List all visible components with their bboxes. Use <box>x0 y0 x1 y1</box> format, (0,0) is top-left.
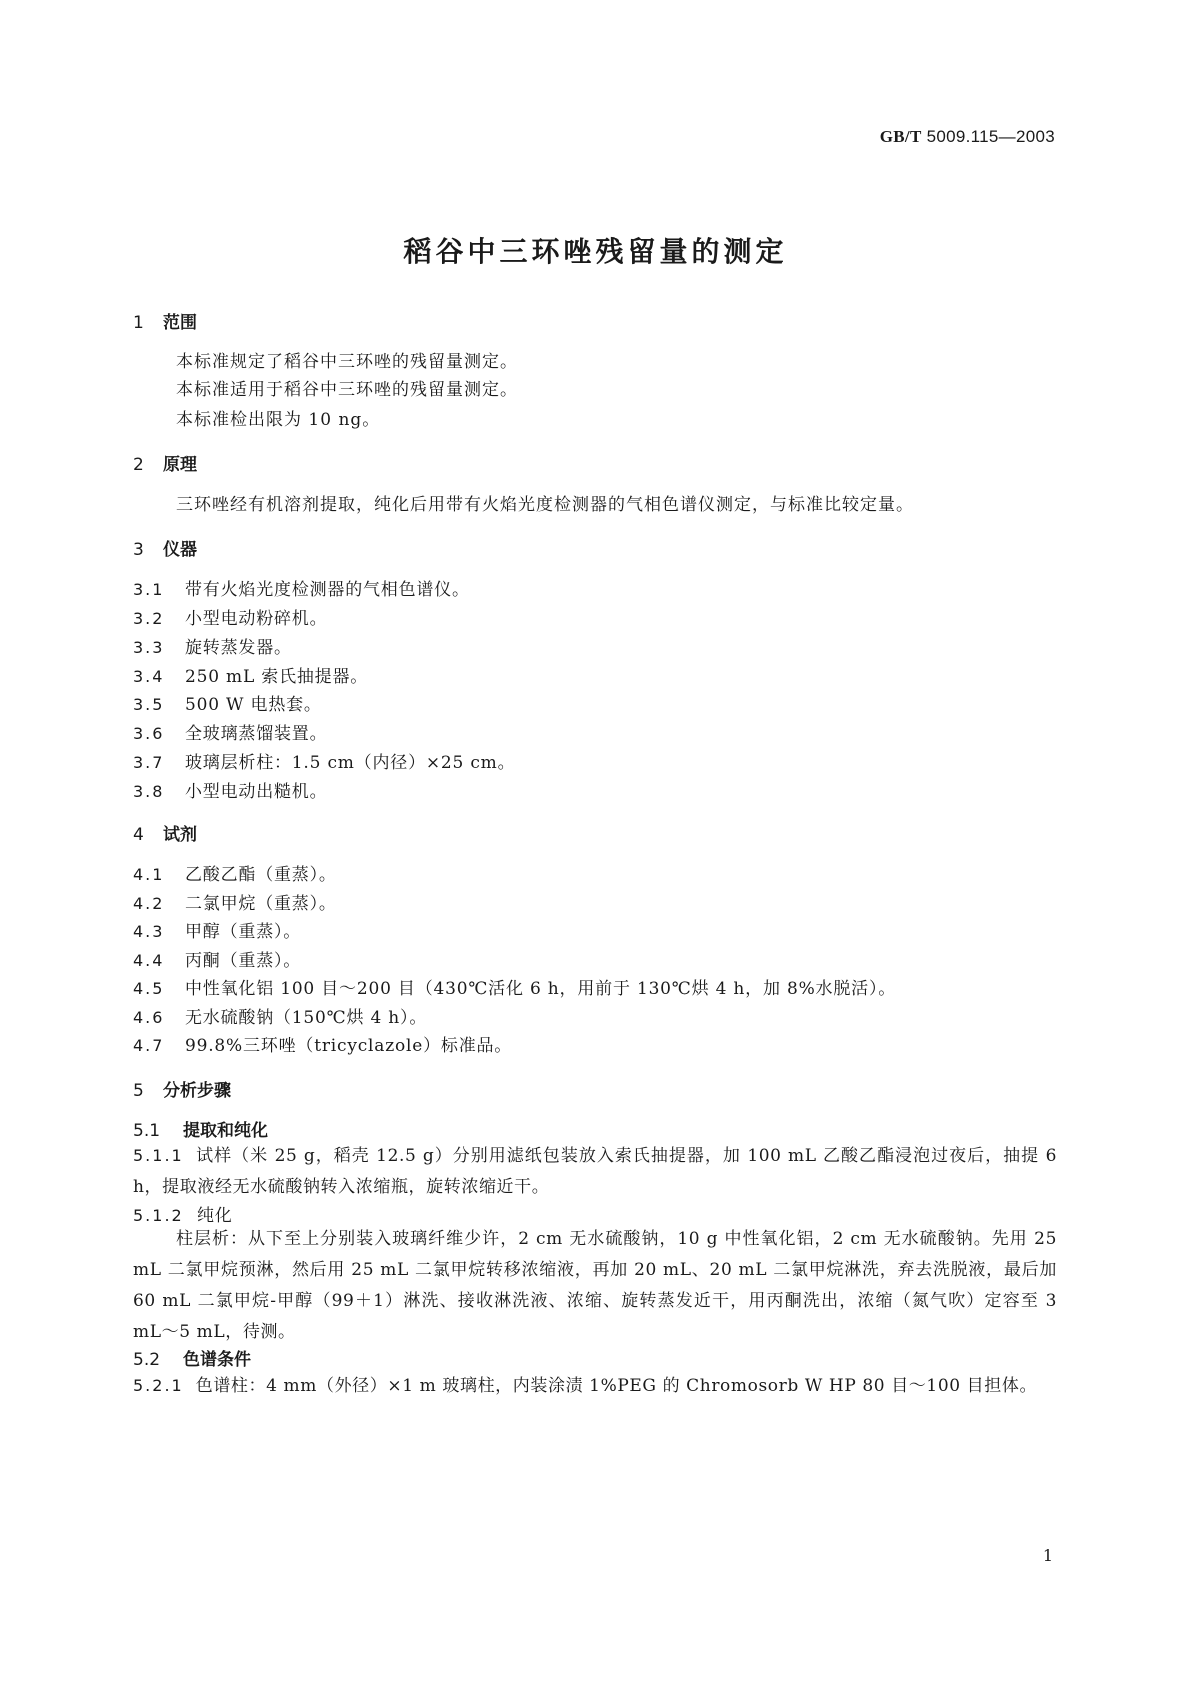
clause-number: 5.2.1 <box>133 1376 184 1395</box>
principle-paragraph: 三环唑经有机溶剂提取，纯化后用带有火焰光度检测器的气相色谱仪测定，与标准比较定量。 <box>176 495 914 515</box>
section-title: 原理 <box>163 455 197 475</box>
section-3-heading <box>133 535 197 560</box>
section-number: 2 <box>133 455 144 475</box>
reagent-item: 4.5 中性氧化铝 100 目～200 目（430℃活化 6 h，用前于 130℃烘 4 h，加 8%水脱活）。 <box>133 979 897 999</box>
apparatus-item: 3.2 小型电动粉碎机。 <box>133 609 328 629</box>
apparatus-item: 3.8 小型电动出糙机。 <box>133 782 328 802</box>
document-title: 稻谷中三环唑残留量的测定 <box>403 235 788 268</box>
apparatus-item: 3.5 500 W 电热套。 <box>133 695 322 715</box>
section-number: 4 <box>133 825 144 845</box>
reagent-item: 4.7 99.8%三环唑（tricyclazole）标准品。 <box>133 1036 513 1056</box>
reagent-item: 4.6 无水硫酸钠（150℃烘 4 h）。 <box>133 1008 428 1028</box>
reagent-item: 4.4 丙酮（重蒸）。 <box>133 951 302 971</box>
reagent-item: 4.1 乙酸乙酯（重蒸）。 <box>133 865 337 885</box>
apparatus-item: 3.3 旋转蒸发器。 <box>133 638 292 658</box>
section-2-heading <box>133 450 197 475</box>
standard-code: 5009.115—2003 <box>926 127 1055 146</box>
standard-number <box>880 127 1055 147</box>
section-title: 范围 <box>163 313 197 333</box>
clause-number: 5.1.1 <box>133 1146 184 1165</box>
section-title: 仪器 <box>163 540 197 560</box>
section-number: 3 <box>133 540 144 560</box>
scope-paragraph-1: 本标准规定了稻谷中三环唑的残留量测定。 <box>176 352 518 372</box>
clause-5-1-2-text: 柱层析：从下至上分别装入玻璃纤维少许，2 cm 无水硫酸钠，10 g 中性氧化铝，2 cm 无水硫酸钠。先用 25 mL 二氯甲烷预淋，然后用 25 mL 二氯甲烷转移浓缩液，再加 20 mL、20 mL 二氯甲烷淋洗，弃去洗脱液，最后加 60 mL 二氯甲烷-甲醇（99＋1）淋洗、接收淋洗液、浓缩、旋转蒸发近干，用丙酮洗出，浓缩（氮气吹）定容至 3 mL～5 mL，待测。 <box>133 1229 1057 1342</box>
scope-paragraph-3: 本标准检出限为 10 ng。 <box>176 410 381 430</box>
apparatus-item: 3.1 带有火焰光度检测器的气相色谱仪。 <box>133 580 470 600</box>
section-title: 提取和纯化 <box>183 1121 268 1141</box>
section-4-heading <box>133 820 197 845</box>
reagent-item: 4.2 二氯甲烷（重蒸）。 <box>133 894 337 914</box>
section-5-2-heading <box>133 1345 251 1370</box>
apparatus-item: 3.7 玻璃层析柱：1.5 cm（内径）×25 cm。 <box>133 753 516 773</box>
clause-text: 试样（米 25 g，稻壳 12.5 g）分别用滤纸包装放入索氏抽提器，加 100 mL 乙酸乙酯浸泡过夜后，抽提 6 h，提取液经无水硫酸钠转入浓缩瓶，旋转浓缩近干。 <box>133 1146 1057 1197</box>
clause-text: 色谱柱：4 mm（外径）×1 m 玻璃柱，内装涂渍 1%PEG 的 Chromosorb W HP 80 目～100 目担体。 <box>195 1376 1038 1396</box>
section-title: 色谱条件 <box>183 1350 251 1370</box>
clause-5-1-2-heading: 5.1.2 纯化 <box>133 1206 233 1226</box>
section-number: 1 <box>133 313 144 333</box>
clause-5-1-1 <box>133 1140 1057 1203</box>
section-number: 5 <box>133 1081 144 1101</box>
apparatus-item: 3.6 全玻璃蒸馏装置。 <box>133 724 328 744</box>
section-number: 5.1 <box>133 1121 161 1141</box>
reagent-item: 4.3 甲醇（重蒸）。 <box>133 922 302 942</box>
section-5-heading <box>133 1076 231 1101</box>
section-title: 试剂 <box>163 825 197 845</box>
standard-prefix: GB/T <box>879 127 922 146</box>
clause-5-2-1 <box>133 1370 1057 1402</box>
section-title: 分析步骤 <box>163 1081 231 1101</box>
section-1-heading <box>133 308 197 333</box>
scope-paragraph-2: 本标准适用于稻谷中三环唑的残留量测定。 <box>176 380 518 400</box>
page-number: 1 <box>1042 1546 1053 1565</box>
section-number: 5.2 <box>133 1350 161 1370</box>
section-5-1-heading <box>133 1116 268 1141</box>
apparatus-item: 3.4 250 mL 索氏抽提器。 <box>133 667 369 687</box>
